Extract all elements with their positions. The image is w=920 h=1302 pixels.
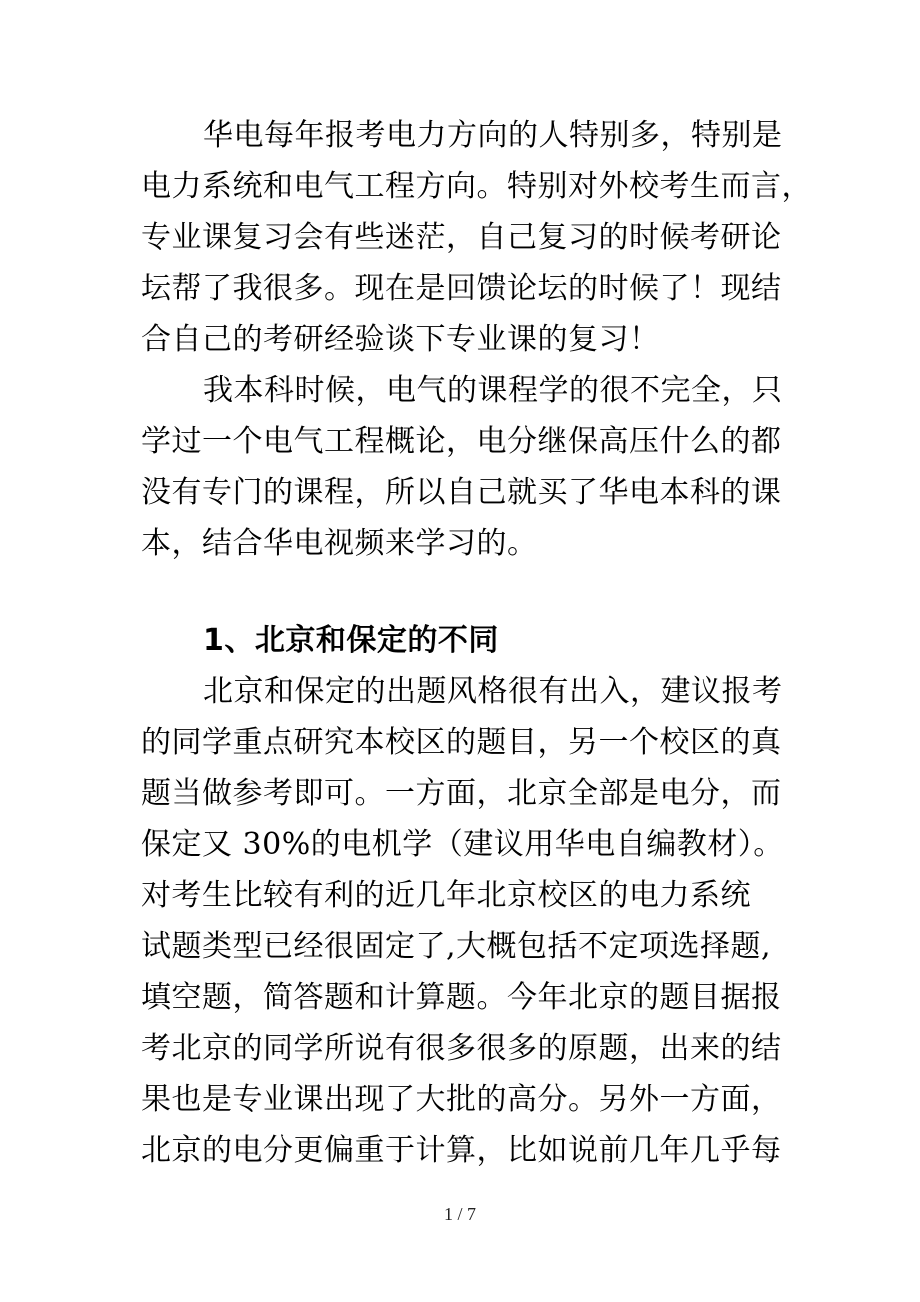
paragraph-1-line-1: 华电每年报考电力方向的人特别多，特别是 xyxy=(203,118,783,153)
paragraph-1-line-2: 电力系统和电气工程方向。特别对外校考生而言， xyxy=(141,169,812,204)
section-1-line-10: 北京的电分更偏重于计算，比如说前几年几乎每 xyxy=(141,1133,782,1168)
paragraph-1-line-4: 坛帮了我很多。现在是回馈论坛的时候了！现结 xyxy=(141,271,782,306)
paragraph-2-line-4: 本，结合华电视频来学习的。 xyxy=(141,526,538,561)
section-1-line-6: 试题类型已经很固定了,大概包括不定项选择题, xyxy=(141,929,772,964)
paragraph-2-line-2: 学过一个电气工程概论，电分继保高压什么的都 xyxy=(141,424,782,459)
section-1-line-3: 题当做参考即可。一方面，北京全部是电分，而 xyxy=(141,776,782,811)
section-1-line-9: 果也是专业课出现了大批的高分。另外一方面， xyxy=(141,1082,782,1117)
section-1-line-8: 考北京的同学所说有很多很多的原题，出来的结 xyxy=(141,1031,782,1066)
section-1-line-1: 北京和保定的出题风格很有出入，建议报考 xyxy=(203,674,783,709)
section-1-line-4: 保定又 30%的电机学（建议用华电自编教材）。 xyxy=(141,827,784,862)
section-1-line-7: 填空题，简答题和计算题。今年北京的题目据报 xyxy=(141,980,782,1015)
paragraph-1-line-3: 专业课复习会有些迷茫，自己复习的时候考研论 xyxy=(141,220,782,255)
page-number: 1 / 7 xyxy=(443,1204,476,1224)
paragraph-2-line-3: 没有专门的课程，所以自己就买了华电本科的课 xyxy=(141,475,782,510)
section-1-line-2: 的同学重点研究本校区的题目，另一个校区的真 xyxy=(141,725,782,760)
section-1-heading: 1、北京和保定的不同 xyxy=(203,623,499,658)
section-1-line-5: 对考生比较有利的近几年北京校区的电力系统 xyxy=(141,878,751,913)
paragraph-2-line-1: 我本科时候，电气的课程学的很不完全，只 xyxy=(203,373,783,408)
paragraph-1-line-5: 合自己的考研经验谈下专业课的复习！ xyxy=(141,322,660,357)
